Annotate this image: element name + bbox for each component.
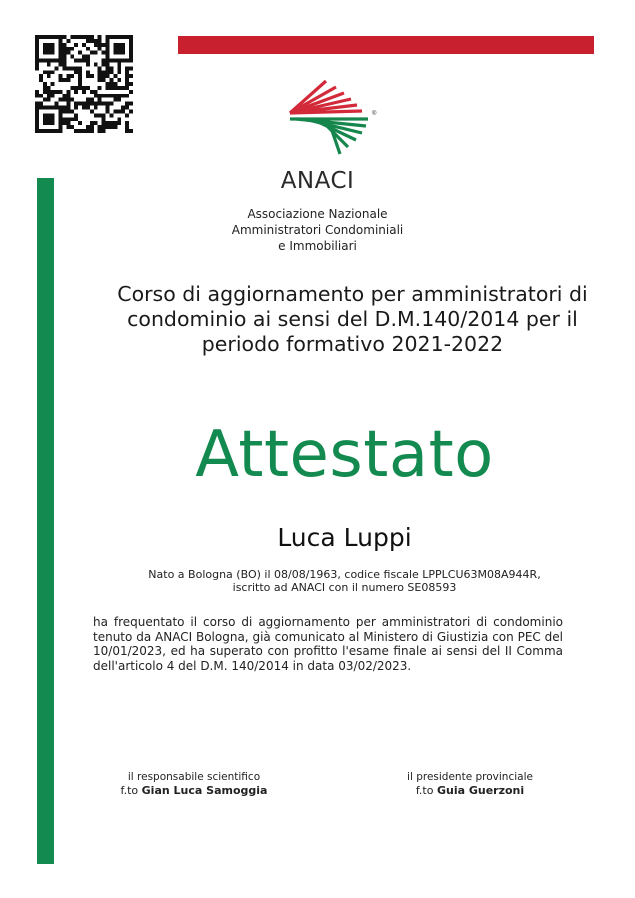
certificate-body: ha frequentato il corso di aggiornamento per amministratori di condominio tenuto da ANACI Bologna, già comunicato al Ministero di Giustizia con PEC del 10/01/2023, ed ha superato con profitto l'esame finale ai sensi del II Comma dell'articolo 4 del D.M. 140/2014 in data 03/02/2023. — [93, 615, 563, 673]
signatory-name: Guia Guerzoni — [436, 784, 525, 797]
signature-right — [360, 771, 580, 797]
signature-role: il responsabile scientifico — [127, 771, 261, 783]
red-header-bar — [178, 36, 594, 54]
signature-prefix: f.to — [415, 784, 434, 797]
signature-prefix: f.to — [120, 784, 139, 797]
signature-line — [360, 784, 580, 797]
certificate-title: Attestato — [195, 418, 494, 492]
signatory-name: Gian Luca Samoggia — [141, 784, 268, 797]
signature-line — [84, 784, 304, 797]
org-line: Amministratori Condominiali — [231, 223, 404, 237]
org-line: e Immobiliari — [278, 239, 357, 253]
brand-name: ANACI — [280, 168, 355, 194]
recipient-name: Luca Luppi — [277, 523, 412, 552]
registered-mark: ® — [372, 111, 377, 117]
course-line: Corso di aggiornamento per amministratori di — [117, 282, 588, 306]
org-line: Associazione Nazionale — [247, 207, 388, 221]
logo-green-rays — [290, 119, 368, 154]
details-line: iscritto ad ANACI con il numero SE08593 — [232, 581, 457, 594]
course-title — [70, 282, 635, 357]
course-line: periodo formativo 2021-2022 — [201, 332, 504, 356]
logo-red-rays — [290, 81, 362, 113]
anaci-logo-icon — [278, 75, 382, 167]
recipient-details — [54, 568, 635, 594]
organization-name — [0, 206, 635, 254]
signature-role: il presidente provinciale — [407, 771, 533, 783]
course-line: condominio ai sensi del D.M.140/2014 per il — [127, 307, 578, 331]
signature-left — [84, 771, 304, 797]
qr-code — [35, 35, 133, 133]
details-line: Nato a Bologna (BO) il 08/08/1963, codice fiscale LPPLCU63M08A944R, — [148, 568, 541, 581]
green-side-bar — [37, 178, 54, 864]
